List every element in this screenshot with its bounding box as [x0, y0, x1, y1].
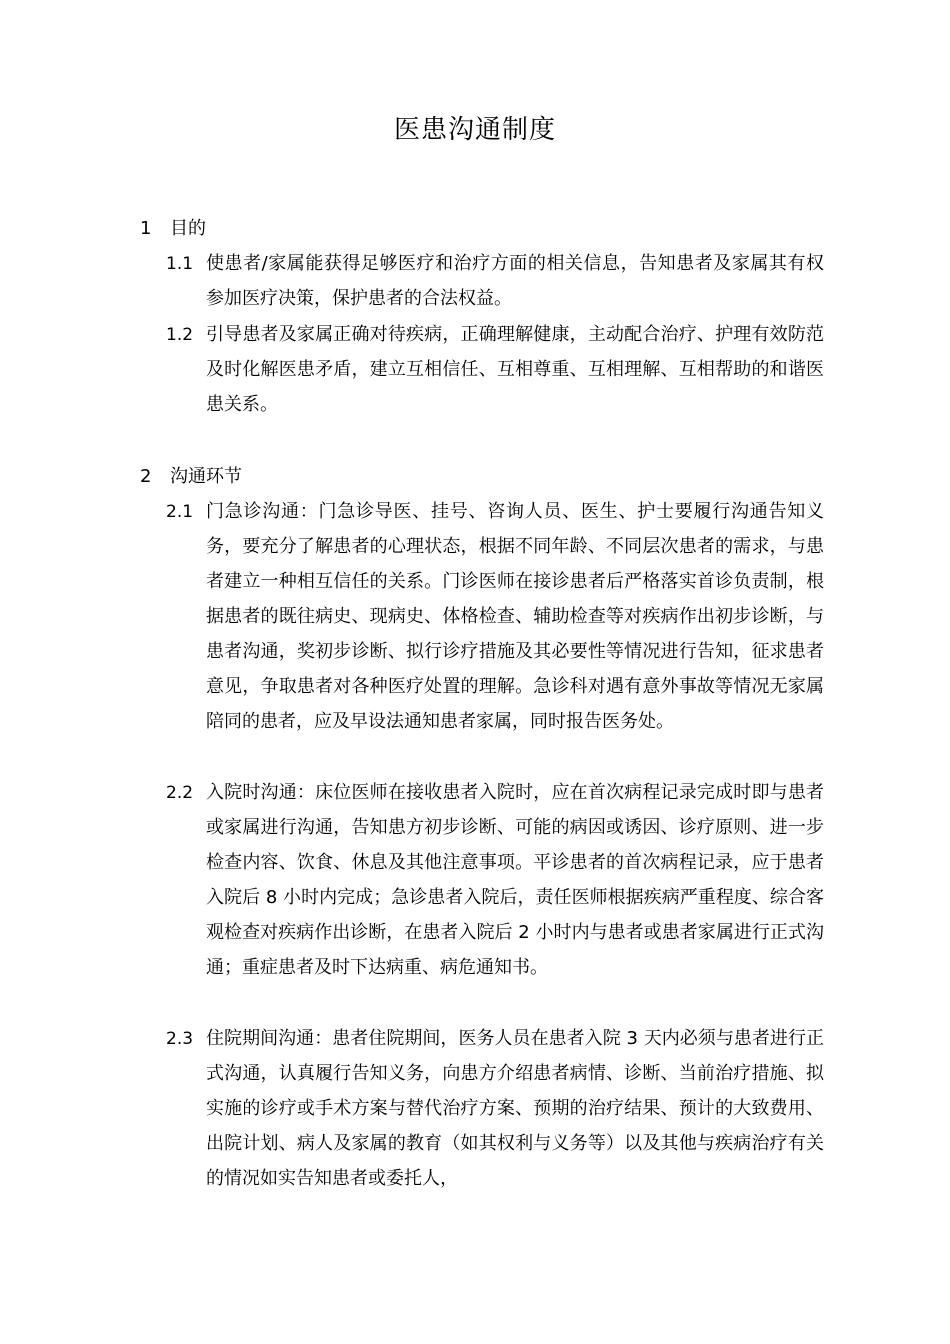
item-text: 使患者/家属能获得足够医疗和治疗方面的相关信息，告知患者及家属其有权参加医疗决策，保护患者的合法权益。 [206, 253, 824, 309]
item-text: 入院时沟通：床位医师在接收患者入院时，应在首次病程记录完成时即与患者或家属进行沟通，告知患方初步诊断、可能的病因或诱因、诊疗原则、进一步检查内容、饮食、休息及其他注意事项。平诊患者的首次病程记录，应于患者入院后 8 小时内完成；急诊患者入院后，责任医师根据疾病严重程度、综合客观检查对疾病作出诊断，在患者入院后 2 小时内与患者或患者家属进行正式沟通；重症患者及时下达病重、病危通知书。 [206, 782, 824, 978]
item-text: 门急诊沟通：门急诊导医、挂号、咨询人员、医生、护士要履行沟通告知义务，要充分了解患者的心理状态，根据不同年龄、不同层次患者的需求，与患者建立一种相互信任的关系。门诊医师在接诊患者后严格落实首诊负责制，根据患者的既往病史、现病史、体格检查、辅助检查等对疾病作出初步诊断，与患者沟通，奖初步诊断、拟行诊疗措施及其必要性等情况进行告知，征求患者意见，争取患者对各种医疗处置的理解。急诊科对遇有意外事故等情况无家属陪同的患者，应及早设法通知患者家属，同时报告医务处。 [206, 501, 824, 732]
item-number: 2.1 [166, 502, 194, 522]
item-number: 1.2 [166, 325, 194, 345]
section-number: 2 [140, 466, 152, 487]
page-title: 医患沟通制度 [393, 115, 556, 145]
item-number: 2.3 [166, 1029, 194, 1049]
section-number: 1 [140, 218, 152, 239]
item-number: 2.2 [166, 783, 194, 803]
section-title: 沟通环节 [170, 466, 242, 487]
item-text: 引导患者及家属正确对待疾病，正确理解健康，主动配合治疗、护理有效防范及时化解医患矛盾，建立互相信任、互相尊重、互相理解、互相帮助的和谐医患关系。 [206, 324, 824, 415]
section-title: 目的 [170, 218, 206, 239]
item-text: 住院期间沟通：患者住院期间，医务人员在患者入院 3 天内必须与患者进行正式沟通，认真履行告知义务，向患方介绍患者病情、诊断、当前治疗措施、拟实施的诊疗或手术方案与替代治疗方案、预期的治疗结果、预计的大致费用、出院计划、病人及家属的教育（如其权利与义务等）以及其他与疾病治疗有关的情况如实告知患者或委托人， [206, 1028, 824, 1189]
item-number: 1.1 [166, 254, 194, 274]
